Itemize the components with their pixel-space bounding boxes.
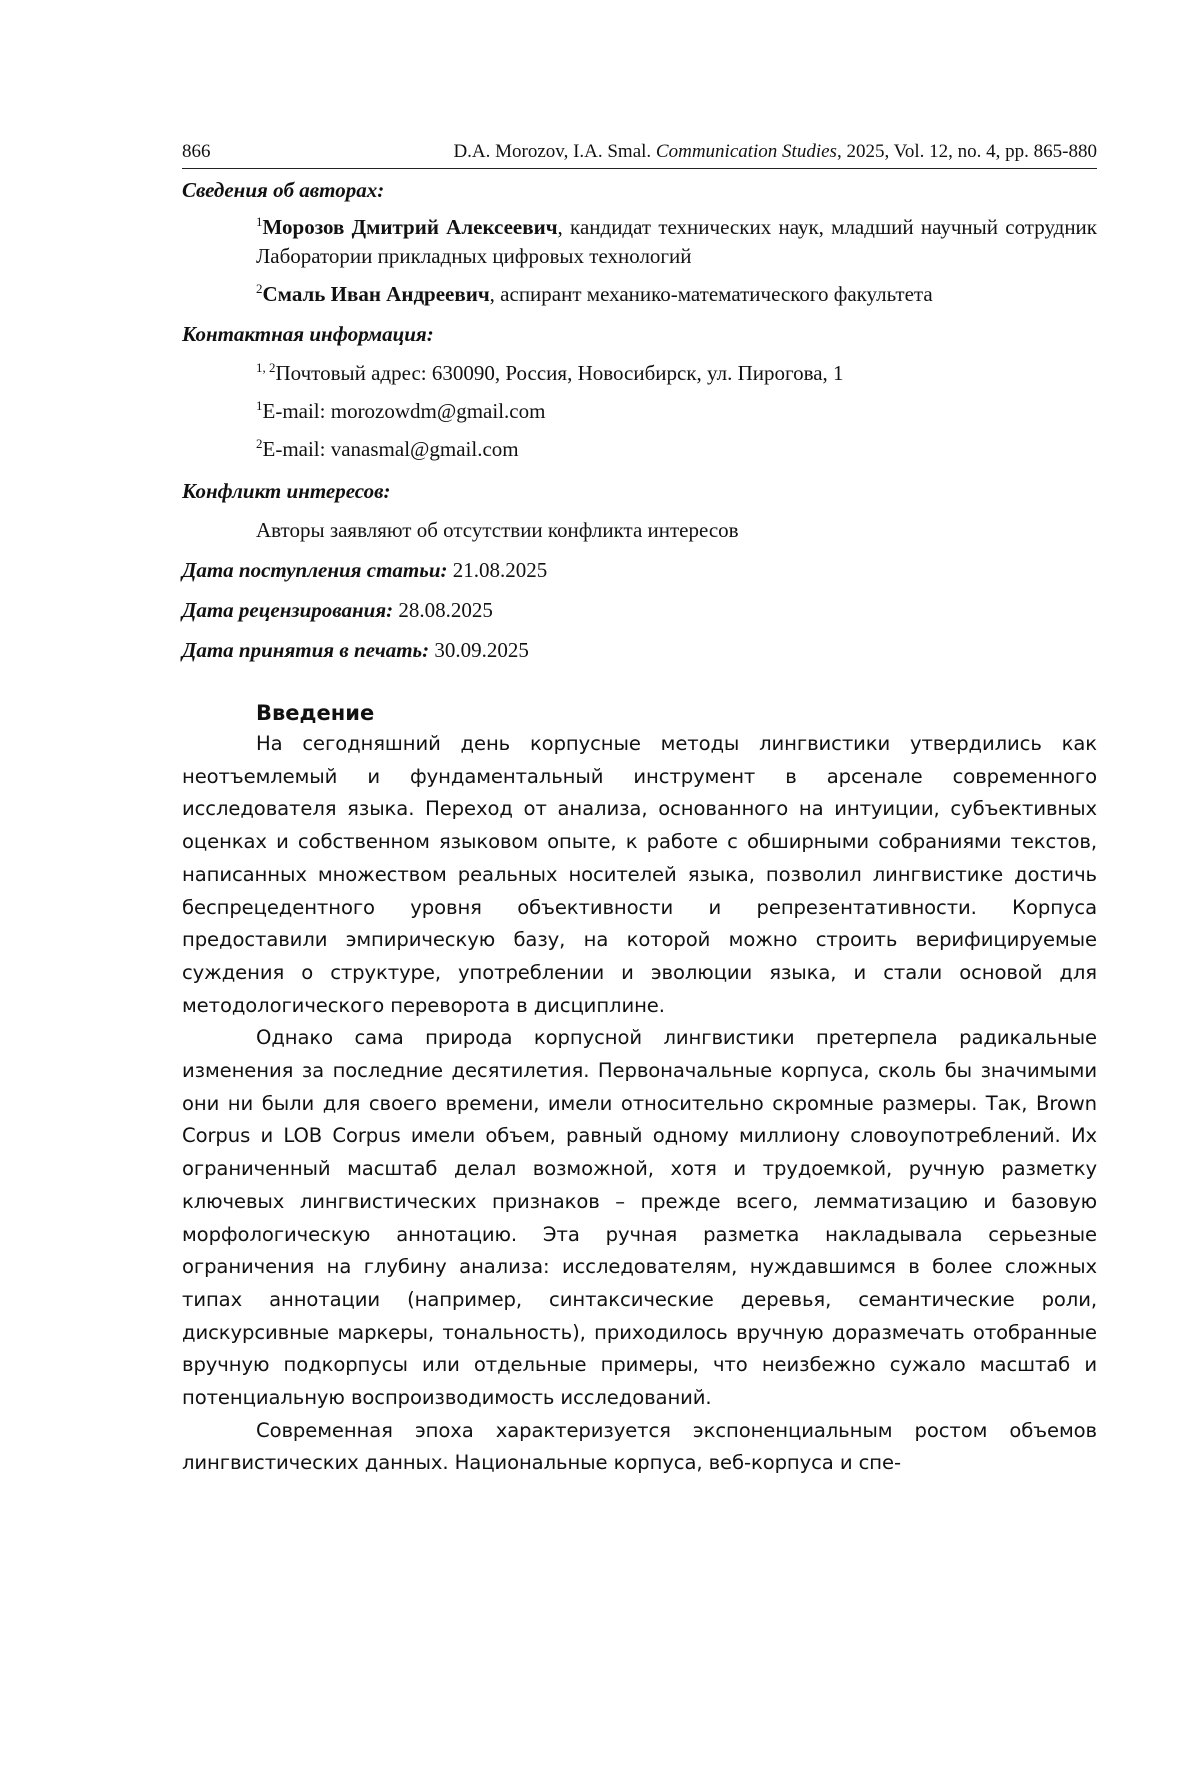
- contact-item: [182, 397, 1097, 426]
- contact-affiliation-mark: 1, 2: [256, 360, 276, 375]
- citation-details: , 2025, Vol. 12, no. 4, pp. 865-880: [836, 141, 1097, 162]
- date-value: 30.09.2025: [429, 638, 529, 662]
- dates-section: [182, 556, 1097, 664]
- date-label: Дата поступления статьи:: [182, 558, 448, 582]
- date-value: 21.08.2025: [447, 558, 548, 582]
- page-number: 866: [182, 141, 211, 162]
- citation-authors: D.A. Morozov, I.A. Smal.: [453, 141, 652, 162]
- contact-item: [182, 435, 1097, 464]
- author-description: , аспирант механико-математического факультета: [489, 282, 933, 306]
- author-affiliation-mark: 1: [256, 214, 263, 229]
- author-affiliation-mark: 2: [256, 281, 263, 296]
- contact-item: [182, 359, 1097, 388]
- author-name: Смаль Иван Андреевич: [262, 282, 490, 306]
- conflict-heading: Конфликт интересов:: [182, 479, 391, 503]
- contacts-heading: Контактная информация:: [182, 322, 434, 346]
- date-value: 28.08.2025: [393, 598, 493, 622]
- contact-affiliation-mark: 1: [256, 398, 263, 413]
- authors-section: [182, 176, 1097, 309]
- article-page: [182, 140, 1097, 1480]
- journal-name: Communication Studies: [655, 141, 837, 162]
- section-title-introduction: Введение: [256, 701, 375, 725]
- conflict-statement: Авторы заявляют об отсутствии конфликта интересов: [256, 518, 739, 542]
- contact-affiliation-mark: 2: [256, 436, 263, 451]
- body-paragraph: На сегодняшний день корпусные методы лингвистики утвердились как неотъемлемый и фундаментальный инструмент в арсенале современного исследователя языка. Переход от анализа, основанного на интуиции, субъективных оценках и собственном языковом опыте, к работе с обширными собраниями текстов, написанных множеством реальных носителей языка, позволил лингвистике достичь беспрецедентного уровня объективности и репрезентативности. Корпуса предоставили эмпирическую базу, на которой можно строить верифицируемые суждения о структуре, употреблении и эволюции языка, и стали основой для методологического переворота в дисциплине.: [182, 732, 1097, 1017]
- date-accepted: [182, 636, 1097, 664]
- author-description: , кандидат технических наук, младший научный сотрудник Лаборатории прикладных цифровых технологий: [256, 215, 1097, 268]
- date-reviewed: [182, 596, 1097, 624]
- body-paragraph: Однако сама природа корпусной лингвистики претерпела радикальные изменения за последние десятилетия. Первоначальные корпуса, сколь бы значимыми они ни были для своего времени, имели относительно скромные размеры. Так, Brown Corpus и LOB Corpus имели объем, равный одному миллиону словоупотреблений. Их ограниченный масштаб делал возможной, хотя и трудоемкой, ручную разметку ключевых лингвистических признаков – прежде всего, лемматизацию и базовую морфологическую аннотацию. Эта ручная разметка накладывала серьезные ограничения на глубину анализа: исследователям, нуждавшимся в более сложных типах аннотации (например, синтаксические деревья, семантические роли, дискурсивные маркеры, тональность), приходилось вручную доразмечать отобранные вручную подкорпусы или отдельные примеры, что неизбежно сужало масштаб и потенциальную воспроизводимость исследований.: [182, 1026, 1097, 1410]
- body-paragraph: Современная эпоха характеризуется экспоненциальным ростом объемов лингвистических данных. Национальные корпуса, веб-корпуса и спе-: [182, 1418, 1097, 1475]
- email-address: E-mail: morozowdm@gmail.com: [262, 399, 546, 423]
- email-address: E-mail: vanasmal@gmail.com: [262, 437, 519, 461]
- author-entry: [182, 280, 1097, 309]
- authors-heading: Сведения об авторах:: [182, 178, 385, 202]
- running-header: [182, 140, 1097, 169]
- conflict-section: [182, 477, 1097, 545]
- date-label: Дата рецензирования:: [182, 598, 394, 622]
- citation: [453, 140, 1097, 164]
- contacts-section: [182, 320, 1097, 464]
- author-entry: [182, 213, 1097, 271]
- postal-address: Почтовый адрес: 630090, Россия, Новосибирск, ул. Пирогова, 1: [275, 361, 844, 385]
- date-label: Дата принятия в печать:: [182, 638, 430, 662]
- date-received: [182, 556, 1097, 584]
- author-name: Морозов Дмитрий Алексеевич: [262, 215, 558, 239]
